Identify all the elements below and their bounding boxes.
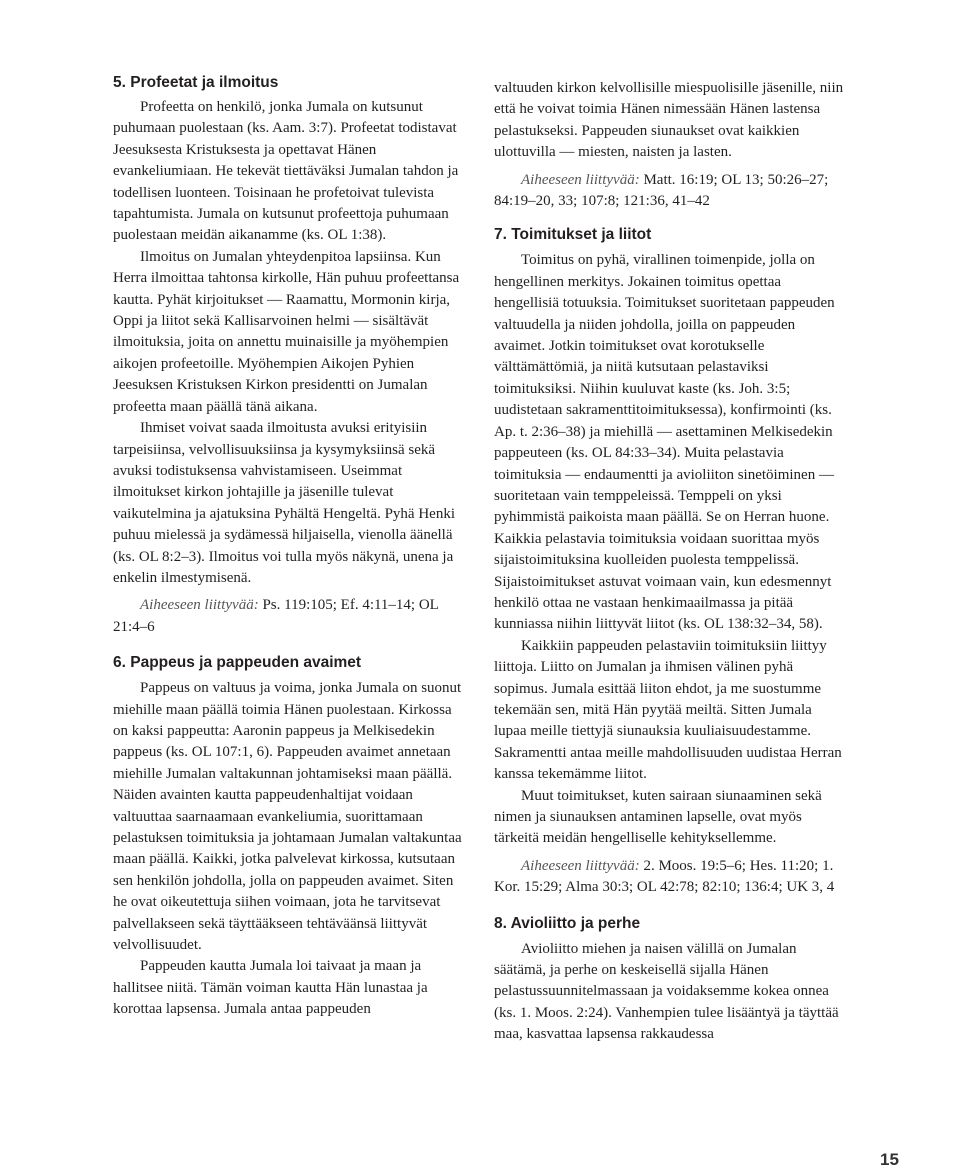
left-column [113,74,465,1021]
section-6-paragraph-1: Pappeus on valtuus ja voima, jonka Jumala on suonut miehille maan päällä toimia Hänen puolestaan. Kirkossa on kaksi pappeutta: Aaronin pappeus ja Melkisedekin pappeus (ks. OL 107:1, 6). Pappeuden avaimet annetaan miehille Jumalan valtakunnan johtamiseksi maan päällä. Näiden avainten kautta pappeudenhaltijat voidaan valtuuttaa saarnaamaan evankeliumia, suorittamaan pelastuksen toimituksia ja johtamaan Jumalan valtakuntaa maan päällä. Kaikki, jotka palvelevat kirkossa, kutsutaan sen henkilön johdolla, jolla on pappeuden avaimet. Siten he ovat oikeutettuja siihen voimaan, jota he tarvitsevat palvellakseen sekä täyttääkseen tehtäväänsä liittyvät velvollisuudet. [113,680,462,954]
section-5-related-references [113,595,465,638]
section-6-related-references [494,170,846,213]
section-6-heading: 6. Pappeus ja pappeuden avaimet [113,654,362,672]
related-text: Ps. 119:105; Ef. 4:11–14; OL 21:4–6 [113,597,439,635]
related-label: Aiheeseen liittyvää: [140,597,259,614]
section-7-paragraph-3: Muut toimitukset, kuten sairaan siunaaminen sekä nimen ja siunauksen antaminen lapselle, ovat myös tärkeitä meidän hengelliselle kehityksellemme. [494,787,822,847]
section-5-paragraph-1: Profeetta on henkilö, jonka Jumala on kutsunut puhumaan puolestaan (ks. Aam. 3:7). Profeetat todistavat Jeesuksesta Kristuksesta ja opettavat Hänen evankeliumiaan. He tekevät tiettäväksi Jumalan tahdon ja todellisen luonteen. Toisinaan he profetoivat tulevista tapahtumista. Jumala on kutsunut profeettoja puhumaan puolestaan meidän aikanamme (ks. OL 1:38). [113,99,459,244]
section-6-paragraph-2: Pappeuden kautta Jumala loi taivaat ja maan ja hallitsee niitä. Tämän voiman kautta Hän lunastaa ja korottaa lapsensa. Jumala antaa pappeuden [113,958,428,1018]
right-column [494,78,846,1046]
section-8-heading: 8. Avioliitto ja perhe [494,914,641,932]
section-5-heading: 5. Profeetat ja ilmoitus [113,74,279,91]
related-label: Aiheeseen liittyvää: [521,171,640,188]
section-7-paragraph-2: Kaikkiin pappeuden pelastaviin toimituksiin liittyy liittoja. Liitto on Jumalan ja ihmisen välinen pyhä sopimus. Jumala esittää liiton ehdot, ja me suostumme tekemään sen, mitä Hän pyytää meiltä. Sitten Jumala lupaa meille tiettyjä siunauksia kuuliaisuudestamme. Sakramentti antaa meille mahdollisuuden uudistaa Herran kanssa tekemämme liitot. [494,637,842,783]
related-label: Aiheeseen liittyvää: [521,857,640,874]
section-5-paragraph-3: Ihmiset voivat saada ilmoitusta avuksi erityisiin tarpeisiinsa, velvollisuuksiinsa ja kysymyksiinsä sekä avuksi todistuksensa vahvistamiseen. Useimmat ilmoitukset kirkon johtajille ja jäsenille tulevat vaikutelmina ja ajatuksina Pyhältä Hengeltä. Pyhä Henki puhuu mielessä ja sydämessä hiljaisella, vienolla äänellä (ks. OL 8:2–3). Ilmoitus voi tulla myös näkynä, unena ja enkelin ilmestymisenä. [113,420,455,586]
related-text: 2. Moos. 19:5–6; Hes. 11:20; 1. Kor. 15:29; Alma 30:3; OL 42:78; 82:10; 136:4; UK 3, 4 [494,857,835,896]
section-7-related-references [494,856,846,899]
section-5-paragraph-2: Ilmoitus on Jumalan yhteydenpitoa lapsiinsa. Kun Herra ilmoittaa tahtonsa kirkolle, Hän puhuu profeettansa kautta. Pyhät kirjoitukset — Raamattu, Mormonin kirja, Oppi ja liitot sekä Kallisarvoinen helmi — sisältävät ilmoituksia, joita on annettu muinaisille ja myöhempien aikojen profeetoille. Myöhempien Aikojen Pyhien Jeesuksen Kristuksen Kirkon presidentti on Jumalan profeetta maan päällä tänä aikana. [113,248,460,415]
section-6-continuation: valtuuden kirkon kelvollisille miespuolisille jäsenille, niin että he voivat toimia Hänen nimessään Hänen lastensa pelastukseksi. Pappeuden siunaukset ovat kaikkien ulottuvilla — miesten, naisten ja lasten. [494,80,844,161]
section-7-paragraph-1: Toimitus on pyhä, virallinen toimenpide, jolla on hengellinen merkitys. Jokainen toimitus opettaa hengellisiä totuuksia. Toimitukset suoritetaan pappeuden valtuudella ja niiden johdolla, joilla on pappeuden avaimet. Jotkin toimitukset ovat korotukselle välttämättömiä, ja niitä kutsutaan pelastaviksi toimituksiksi. Niihin kuuluvat kaste (ks. Joh. 3:5; uudistetaan sakramenttitoimituksessa), konfirmointi (ks. Ap. t. 2:36–38) ja miehillä — asettaminen Melkisedekin pappeuteen (ks. OL 84:33–34). Muita pelastavia toimituksia — endaumentti ja avioliiton sinetöiminen — suoritetaan vain temppeleissä. Temppeli on yksi pyhimmistä paikoista maan päällä. Se on Herran huone. Kaikkia pelastavia toimituksia voidaan suorittaa myös sijaistoimituksina kuolleiden puolesta temppelissä. Sijaistoimitukset astuvat voimaan vain, kun edesmennyt henkilö ottaa ne vastaan henkimaailmassa ja pitää kunniassa niihin liittyvät liitot (ks. OL 138:32–34, 58). [494,252,835,633]
section-8-paragraph-1: Avioliitto miehen ja naisen välillä on Jumalan säätämä, ja perhe on keskeisellä sijalla Hänen pelastussuunnitelmassaan ja voidaksemme kokea onnea (ks. 1. Moos. 2:24). Vanhempien tulee lisääntyä ja täyttää maa, kasvattaa lapsensa rakkaudessa [494,940,839,1043]
page-number: 15 [880,1150,899,1169]
section-7-heading: 7. Toimitukset ja liitot [494,226,652,244]
related-text: Matt. 16:19; OL 13; 50:26–27; 84:19–20, 33; 107:8; 121:36, 41–42 [494,171,829,210]
